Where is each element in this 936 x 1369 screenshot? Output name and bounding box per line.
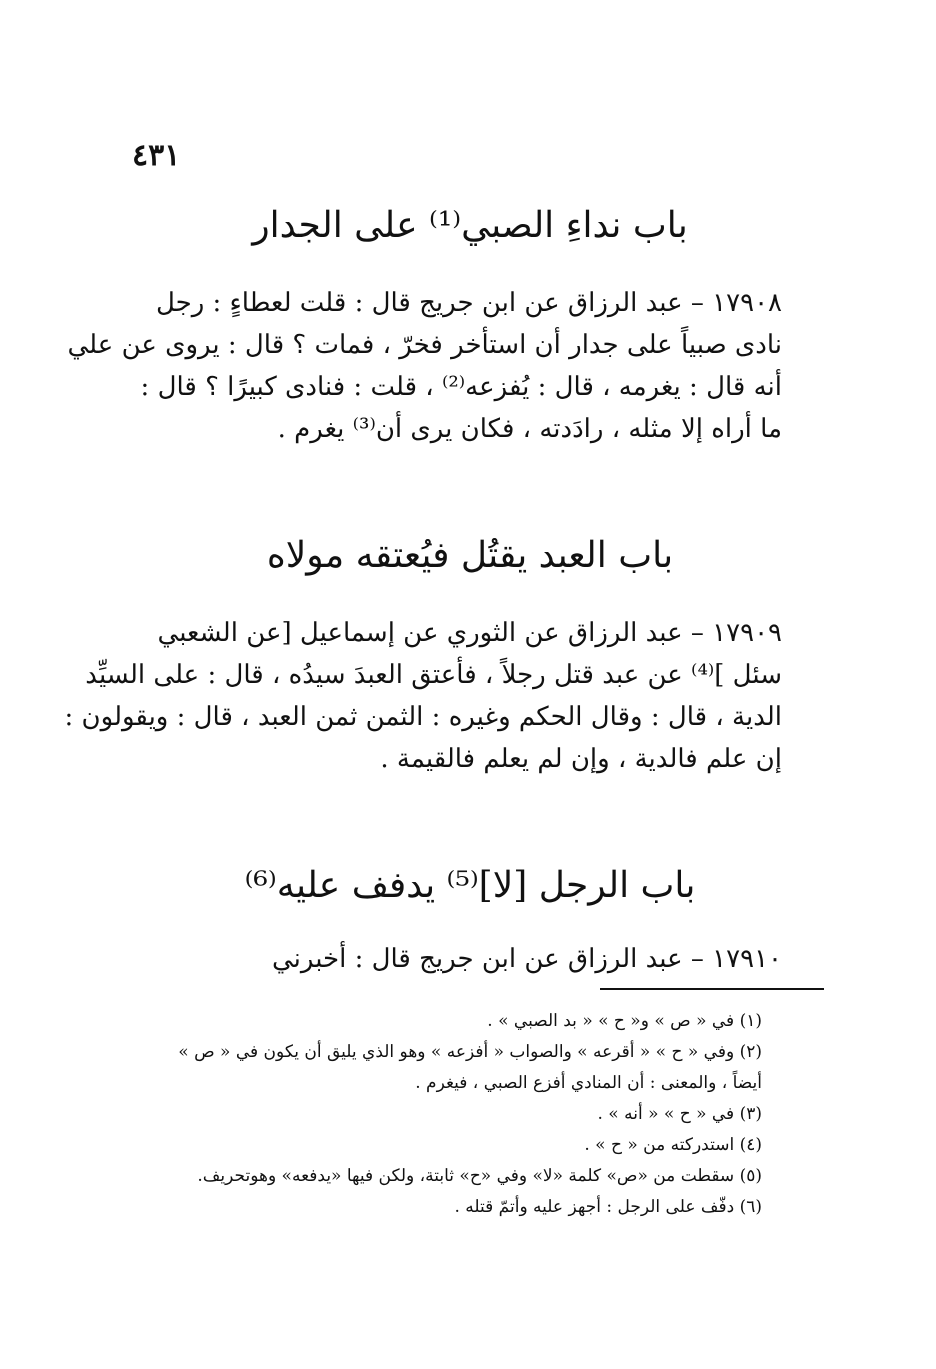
- paragraph-line: ١٧٩٠٩ – عبد الرزاق عن الثوري عن إسماعيل [عن الشعبي: [157, 618, 782, 648]
- paragraph-line: إن علم فالدية ، وإن لم يعلم فالقيمة .: [380, 744, 782, 774]
- footnote-3: (٣) في « ح » « أنه » .: [597, 1104, 762, 1124]
- paragraph-line: ما أراه إلا مثله ، رادَدته ، فكان يرى أن⁽³⁾ يغرم .: [277, 414, 782, 444]
- footnote-2-continued: أيضاً ، والمعنى : أن المنادي أفزع الصبي ، فيغرم .: [415, 1073, 762, 1093]
- section-heading-3: باب الرجل [لا]⁽⁵⁾ يدفف عليه⁽⁶⁾: [244, 865, 696, 906]
- paragraph-line: أنه قال : يغرمه ، قال : يُفزعه⁽²⁾ ، قلت : فنادى كبيرًا ؟ قال :: [140, 372, 782, 402]
- paragraph-line: نادى صبياً على جدار أن استأخر فخرّ ، فمات ؟ قال : يروى عن علي: [67, 330, 782, 360]
- section-paragraph-1: [67, 282, 782, 450]
- page-number: ٤٣١: [132, 138, 181, 173]
- footnote-divider: [600, 988, 824, 990]
- footnotes: [132, 1006, 762, 1223]
- section-paragraph-3: [132, 938, 782, 980]
- footnote-1: (١) في « ص » و« ح » « بد الصبي » .: [487, 1011, 762, 1031]
- section-heading-2: باب العبد يقتُل فيُعتقه مولاه: [266, 535, 674, 576]
- section-paragraph-2: [64, 612, 782, 780]
- paragraph-line: ١٧٩٠٨ – عبد الرزاق عن ابن جريج قال : قلت لعطاءٍ : رجل: [155, 288, 782, 318]
- paragraph-line: الدية ، قال : وقال الحكم وغيره : الثمن ثمن العبد ، قال : ويقولون :: [64, 702, 782, 732]
- footnote-5: (٥) سقطت من «ص» كلمة «لا» وفي «ح» ثابتة، ولكن فيها «يدفعه» وهوتحريف.: [197, 1166, 762, 1186]
- footnote-2: (٢) وفي « ح » « أقرعه » والصواب « أفزعه » وهو الذي يليق أن يكون في « ص »: [178, 1042, 762, 1062]
- footnote-4: (٤) استدركته من « ح » .: [584, 1135, 762, 1155]
- paragraph-line: ١٧٩١٠ – عبد الرزاق عن ابن جريج قال : أخبرني: [271, 944, 782, 974]
- paragraph-line: سئل ]⁽⁴⁾ عن عبد قتل رجلاً ، فأعتق العبدَ سيدُه ، قال : على السيِّد: [85, 660, 782, 690]
- footnote-6: (٦) دفّف على الرجل : أجهز عليه وأتمّ قتله .: [454, 1197, 762, 1217]
- section-heading-1: باب نداءِ الصبي⁽¹⁾ على الجدار: [252, 205, 688, 246]
